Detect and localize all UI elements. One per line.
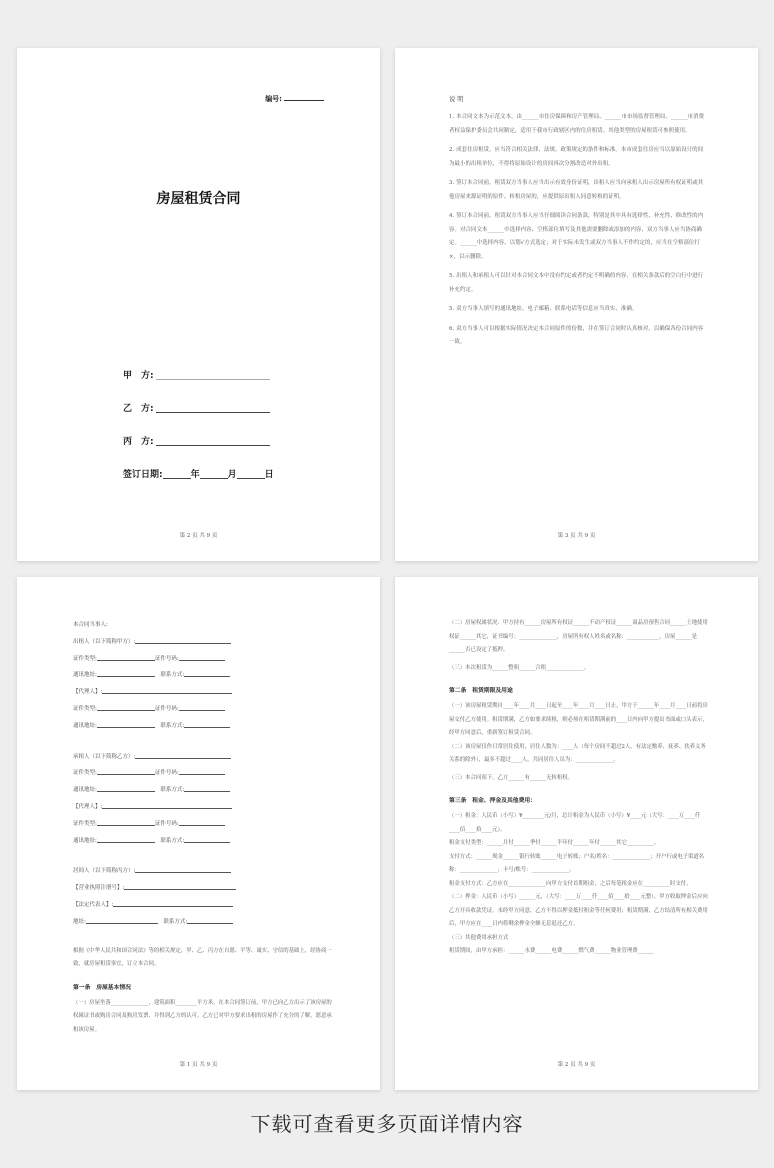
article-2-heading: 第二条 租赁期限及用途 (449, 688, 513, 694)
intermediary-line: 居间人（以下简称丙方）: (73, 863, 333, 880)
download-more-caption[interactable]: 下载可查看更多页面详情内容 (250, 1112, 524, 1136)
terms-body (449, 617, 709, 959)
sign-date-field: 签订日期: 年 月 日 (123, 470, 274, 480)
license-line: 【营业执照注册号】: (73, 880, 333, 897)
party-c-field: 丙 方: (123, 434, 270, 447)
terms-paragraph: （三）其他费用承担方式 (449, 934, 509, 941)
contract-terms-page (395, 577, 758, 1090)
terms-paragraph: （二）房屋权属状况：甲方持有______房屋所有权证______不动产权证______商品房预售合同______土地使用权证______其它，证书编号：______________，房屋所有权人姓名或名称：____________，房屋______是______否已设定了抵押。 (449, 620, 708, 653)
lessor-line: 出租人（以下简称甲方）: (73, 634, 333, 651)
notes-paragraph: 1. 本合同文本为示范文本，由______市住房保障和房产管理局、______市市场监督管理局、______市消费者权益保护委员会共同制定，适用于我市行政辖区内的住房租赁。其他类型的房屋租赁可参照使用。 (449, 114, 705, 134)
terms-paragraph: 租赁期间，由甲方承担：______水费______电费______燃气费______物业管理费______ (449, 948, 654, 954)
lessee-agent-line: 【代理人】: (73, 799, 333, 816)
lessee-agent-id-line: 证件类型: 证件号码: (73, 816, 333, 833)
agent-address-line: 通讯地址: 联系方式: (73, 718, 333, 735)
notes-paragraph: 5. 双方当事人填写的通讯地址、电子邮箱、联系电话等信息应当真实、准确。 (449, 306, 638, 312)
preamble-paragraph: 根据《中华人民共和国合同法》等的相关规定，甲、乙、丙方在自愿、平等、诚实、守信的基础上，经协商一致，就房屋租赁事宜，订立本合同。 (73, 947, 332, 968)
page-footer: 第 2 页 共 9 页 (557, 1062, 596, 1068)
terms-paragraph: 支付方式：______现金______银行转账______电子转账；户名/姓名：______________；开户行或电子渠道名称：______________；卡号/账号：______________。 (449, 853, 705, 873)
article-1-heading: 第一条 房屋基本情况 (73, 984, 131, 991)
lessor-agent-line: 【代理人】: (73, 684, 333, 701)
lessor-id-line: 证件类型: 证件号码: (73, 651, 333, 668)
terms-paragraph: （二）该房屋仅作日常居住使用，居住人数为：____人（每个房间不超过2人，有法定赡养、抚养、扶养义务关系的除外），最多不超过____人，共同居住人员为：______________。 (449, 743, 706, 763)
party-b-field: 乙 方: (123, 401, 270, 414)
lessor-address-line: 通讯地址: 联系方式: (73, 667, 333, 684)
parties-intro: 本合同当事人: (73, 622, 108, 628)
contract-parties-page (17, 577, 380, 1090)
notes-paragraph: 4. 签订本合同前，租赁双方当事人应当仔细阅读合同条款，特别是其中具有选择性、补充性、修改性的内容。对合同文本______中选择内容、空格部位填写及其他需要删除或添加的内容，双方当事人应当协商确定。______中选择内容，以划√方式选定；对于实际未发生或双方当事人不作约定的，应当在空格部位打×，以示删除。 (449, 213, 704, 260)
legal-rep-line: 【法定代表人】: (73, 897, 333, 914)
terms-paragraph: （二）押金：人民币（小写）______元，（大写：____万____仟____佰____拾____元整），甲方收取押金后应向乙方开具收款凭证。未经甲方同意，乙方不得以押金抵付租金等任何费用；租赁期满，乙方结清所有相关费用后，甲方应在____日内将剩余押金全额无息退还乙方。 (449, 894, 708, 927)
terms-paragraph: 租金支付类型：______月付______季付______半年付______年付______其它__________。 (449, 840, 660, 846)
article-3-heading: 第三条 租金、押金及其他费用： (449, 798, 536, 804)
lessee-line: 承租人（以下简称乙方）: (73, 749, 333, 766)
terms-paragraph: （一）租金：人民币（小写）¥________元/月，总计租金为人民币（小写）¥____元（大写：____万____仟____佰____拾____元）。 (449, 813, 701, 833)
contract-cover-page (17, 48, 380, 561)
contract-number: 编号: (265, 94, 324, 104)
terms-paragraph: （三）本次租赁为______整租______合租______________。 (449, 664, 590, 671)
intermediary-address-line: 地址: 联系方式: (73, 914, 333, 931)
notes-heading: 说 明 (449, 96, 464, 103)
page-footer: 第 2 页 共 9 页 (179, 533, 218, 539)
lessee-agent-address-line: 通讯地址: 联系方式: (73, 833, 333, 850)
article-1-text: （一）房屋坐落______________，建筑面积________平方米。在本合同签订前，甲方已向乙方出示了该房屋的权属证书或购房合同及购房发票，并得到乙方的认可。乙方已对甲方要求出租的房屋作了充分的了解，愿意承租该房屋。 (73, 999, 332, 1033)
lessee-address-line: 通讯地址: 联系方式: (73, 782, 333, 799)
notes-paragraph: 2. 成套住房租赁，应当符合相关法律、法规、政策规定的条件和标准。本市成套住房应当以原始设计的间为最小的出租单位，不得将原始设计的房间再次分割改造对外出租。 (449, 147, 704, 167)
parties-body (73, 617, 333, 1037)
terms-paragraph: （三）本合同项下，乙方______有______无转租权。 (449, 774, 573, 781)
agent-id-line: 证件类型: 证件号码: (73, 701, 333, 718)
notes-paragraph: 5. 出租人和承租人可以针对本合同文本中没有约定或者约定不明确的内容，在相关条款后的空白行中进行补充约定。 (449, 273, 704, 293)
page-footer: 第 1 页 共 9 页 (179, 1062, 218, 1068)
notes-paragraph: 6. 双方当事人可以根据实际情况决定本合同原件的份数，并在签订合同时认真核对，以确保各份合同内容一致。 (449, 325, 704, 345)
party-a-field: 甲 方: (123, 368, 270, 381)
contract-title: 房屋租赁合同 (156, 191, 241, 207)
notes-paragraph: 3. 签订本合同前，租赁双方当事人应当出示有效身份证明，出租人应当向承租人出示房屋所有权证明或其他房屋来源证明的原件、转租房屋的，应提供原出租人同意转租的证明。 (449, 180, 704, 200)
contract-notes-page (395, 48, 758, 561)
terms-paragraph: （一）该房屋租赁期自____年____月____日起至____年____月____日止，甲方于______年____月____日前将房屋交付乙方使用。租赁期满，乙方如要求续租，则必须在租赁期满前的____日内向甲方提出书面或口头表示，经甲方同意后，重新签订租赁合同。 (449, 703, 708, 736)
notes-body (449, 94, 707, 356)
terms-paragraph: 租金支付方式：乙方应在______________向甲方支付首期租金，之后每笔租金应在__________时支付。 (449, 880, 692, 887)
lessee-id-line: 证件类型: 证件号码: (73, 765, 333, 782)
page-footer: 第 3 页 共 9 页 (557, 533, 596, 539)
